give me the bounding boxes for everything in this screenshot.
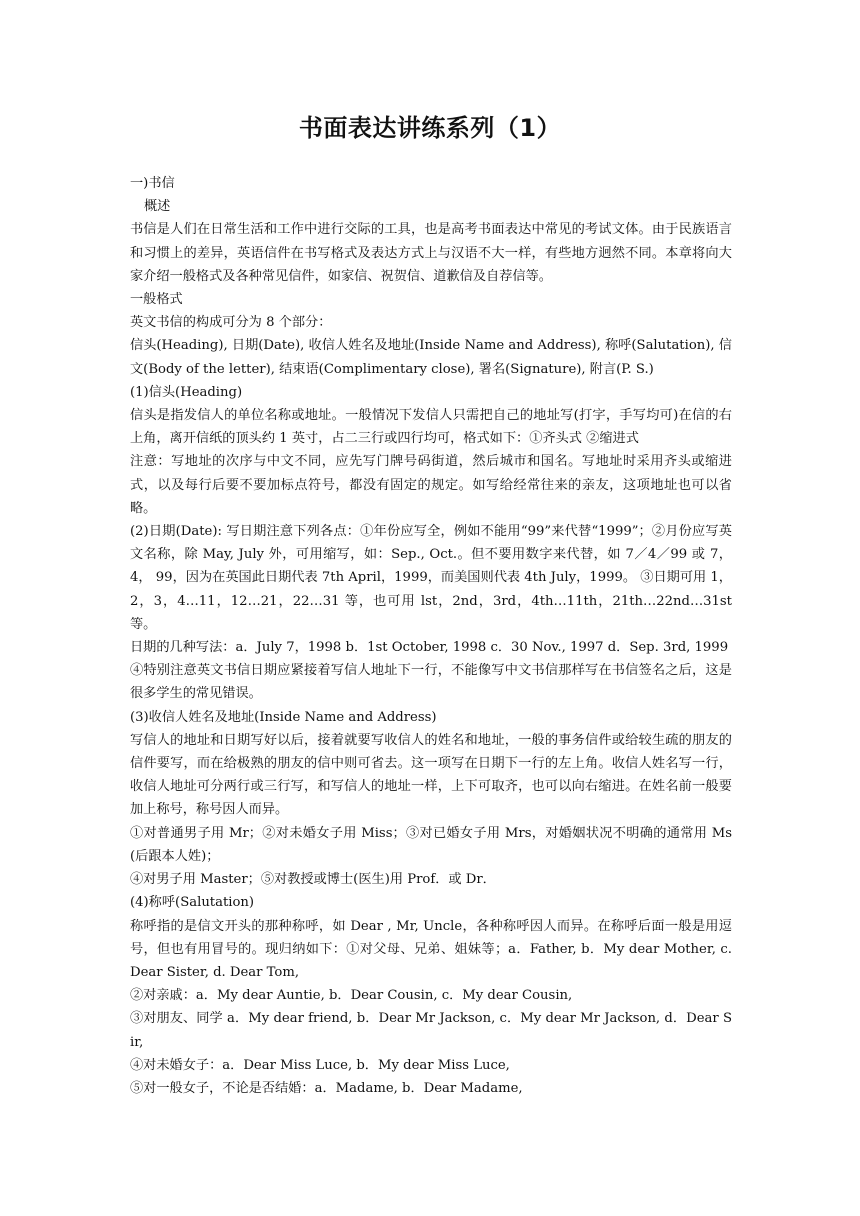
subheading-heading: (1)信头(Heading) xyxy=(130,384,243,400)
paragraph-eight-parts: 英文书信的构成可分为 8 个部分： xyxy=(130,315,332,331)
paragraph-overview: 书信是人们在日常生活和工作中进行交际的工具，也是高考书面表达中常见的考试文体。由于民族语言和习惯上的差异，英语信件在书写格式及表达方式上与汉语不大一样，有些地方迥然不同。本章将向大家介绍一般格式及各种常见信件，如家信、祝贺信、道歉信及自荐信等。 xyxy=(130,222,732,284)
paragraph-titles-2: ④对男子用 Master；⑤对教授或博士(医生)用 Prof．或 Dr． xyxy=(130,872,496,888)
paragraph-salutation-unmarried: ④对未婚女子：a．Dear Miss Luce, b．My dear Miss Luce, xyxy=(130,1057,510,1073)
paragraph-date-examples: 日期的几种写法：a．July 7，1998 b．1st October, 1998 c．30 Nov., 1997 d．Sep. 3rd, 1999 xyxy=(130,640,729,656)
paragraph-inside-address: 写信人的地址和日期写好以后，接着就要写收信人的姓名和地址，一般的事务信件或给较生疏的朋友的信件要写，而在给极熟的朋友的信中则可省去。这一项写在日期下一行的左上角。收信人姓名写一行，收信人地址可分两行或三行写，和写信人的地址一样，上下可取齐，也可以向右缩进。在姓名前一般要加上称号，称号因人而异。 xyxy=(130,732,732,818)
subheading-inside-address: (3)收信人姓名及地址(Inside Name and Address) xyxy=(130,709,437,725)
paragraph-date-note: ④特别注意英文书信日期应紧接着写信人地址下一行，不能像写中文书信那样写在书信签名之后，这是很多学生的常见错误。 xyxy=(130,663,732,702)
paragraph-salutation: 称呼指的是信文开头的那种称呼，如 Dear , Mr, Uncle，各种称呼因人而异。在称呼后面一般是用逗号，但也有用冒号的。现归纳如下：①对父母、兄弟、姐妹等；a．Father, b．My dear Mother, c. Dear Sister, d. Dear Tom, xyxy=(130,918,732,980)
document-title: 书面表达讲练系列（1） xyxy=(298,114,562,142)
paragraph-date: (2)日期(Date): 写日期注意下列各点：①年份应写全，例如不能用“99”来代替“1999”；②月份应写英文名称，除 May, July 外，可用缩写，如：Sep., Oct.。但不要用数字来代替，如 7／4／99 或 7， 4， 99，因为在英国此日期代表 7th April，1999，而美国则代表 4th July，1999。 ③日期可用 1，2，3，4…11，12…21，22…31 等，也可用 lst，2nd，3rd，4th…11th，21th…22nd…31st 等。 xyxy=(130,524,732,632)
paragraph-heading: 信头是指发信人的单位名称或地址。一般情况下发信人只需把自己的地址写(打字，手写均可)在信的右上角，离开信纸的顶头约 1 英寸，占二三行或四行均可，格式如下：①齐头式 ②缩进式 xyxy=(130,408,732,447)
paragraph-parts-list: 信头(Heading), 日期(Date), 收信人姓名及地址(Inside Name and Address), 称呼(Salutation), 信文(Body of the letter), 结束语(Complimentary close), 署名(Signature), 附言(P. S.) xyxy=(130,338,732,377)
subheading-general-format: 一般格式 xyxy=(130,292,183,308)
paragraph-salutation-friends: ③对朋友、同学 a．My dear friend, b．Dear Mr Jackson, c．My dear Mr Jackson, d．Dear Sir, xyxy=(130,1011,732,1050)
paragraph-heading-note: 注意：写地址的次序与中文不同，应先写门牌号码街道，然后城市和国名。写地址时采用齐头或缩进式，以及每行后要不要加标点符号，都没有固定的规定。如写给经常往来的亲友，这项地址也可以省略。 xyxy=(130,454,732,516)
document-body xyxy=(130,172,732,1100)
paragraph-salutation-relatives: ②对亲戚：a．My dear Auntie, b．Dear Cousin, c．My dear Cousin, xyxy=(130,988,573,1004)
paragraph-salutation-women: ⑤对一般女子，不论是否结婚：a．Madame, b．Dear Madame, xyxy=(130,1080,523,1096)
subheading-overview: 概述 xyxy=(144,199,171,215)
paragraph-titles-1: ①对普通男子用 Mr；②对未婚女子用 Miss；③对已婚女子用 Mrs，对婚姻状况不明确的通常用 Ms(后跟本人姓)； xyxy=(130,825,732,864)
subheading-salutation: (4)称呼(Salutation) xyxy=(130,895,255,911)
section-heading-letters: 一)书信 xyxy=(130,176,175,191)
